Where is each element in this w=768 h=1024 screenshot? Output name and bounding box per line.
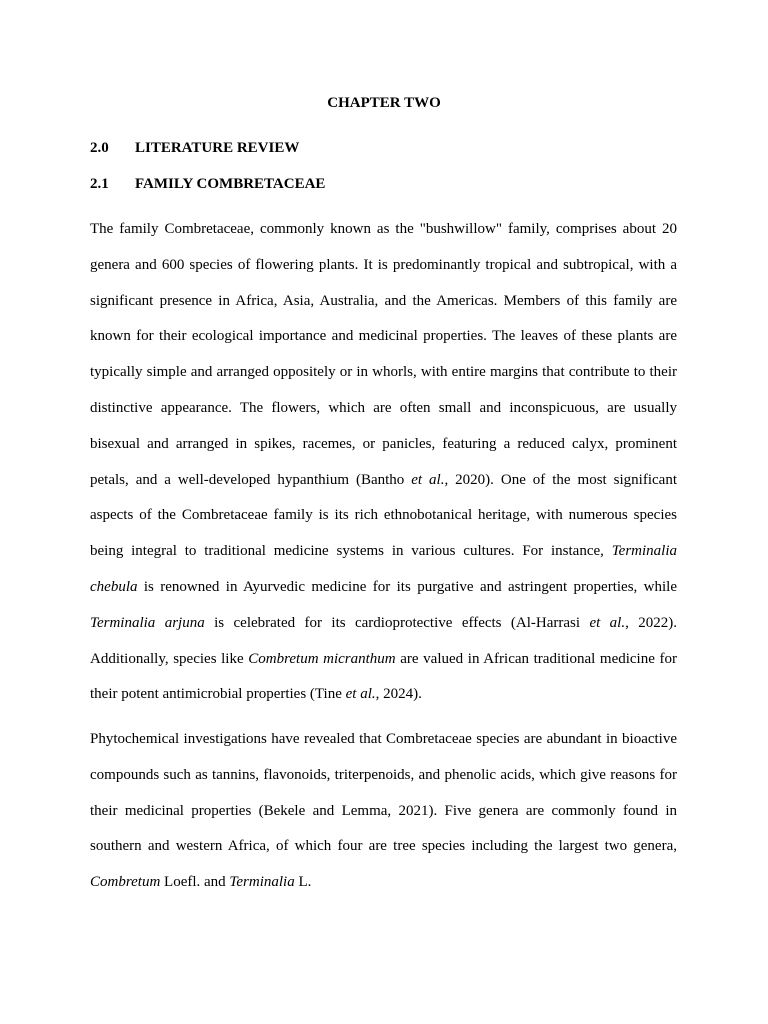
italic-text: Terminalia <box>229 874 295 891</box>
text-run: southern and western Africa, of which four are tree species including the largest two genera, <box>90 838 677 855</box>
text-line <box>90 284 677 320</box>
text-line <box>90 498 677 534</box>
text-run: Loefl. and <box>160 874 230 891</box>
text-line <box>90 642 677 678</box>
italic-text: et al. <box>589 614 626 631</box>
text-line <box>90 677 677 713</box>
text-line <box>90 570 677 606</box>
text-line <box>90 248 677 284</box>
italic-text: Terminalia arjuna <box>90 614 205 631</box>
text-run: L. <box>294 874 312 891</box>
text-run: typically simple and arranged oppositely or in whorls, with entire margins that contribute to their <box>90 364 677 381</box>
text-line <box>90 829 677 865</box>
italic-text: chebula <box>90 578 138 595</box>
text-run: significant presence in Africa, Asia, Australia, and the Americas. Members of this family are <box>90 292 677 309</box>
text-line <box>90 758 677 794</box>
text-line <box>90 794 677 830</box>
text-run: are valued in African traditional medicine for <box>395 650 677 667</box>
text-run: The family Combretaceae, commonly known as the "bushwillow" family, comprises about 20 <box>90 221 677 237</box>
text-line <box>90 391 677 427</box>
text-run: being integral to traditional medicine systems in various cultures. For instance, <box>90 543 612 560</box>
italic-text: et al. <box>345 686 376 703</box>
text-line <box>90 355 677 391</box>
section-title: FAMILY COMBRETACEAE <box>135 176 326 192</box>
italic-text: et al. <box>411 471 445 488</box>
text-run: is celebrated for its cardioprotective effects (Al-Harrasi <box>204 614 590 631</box>
text-run: is renowned in Ayurvedic medicine for its purgative and astringent properties, while <box>137 578 677 595</box>
section-heading-literature-review <box>90 139 299 157</box>
section-number: 2.0 <box>90 140 109 156</box>
italic-text: Terminalia <box>611 543 677 560</box>
text-line <box>90 212 677 248</box>
text-line <box>90 463 677 499</box>
text-line <box>90 319 677 355</box>
text-run: their potent antimicrobial properties (Tine <box>90 686 346 703</box>
body-paragraph-2 <box>90 722 677 901</box>
text-line <box>90 606 677 642</box>
text-line <box>90 534 677 570</box>
text-run: Additionally, species like <box>90 650 249 667</box>
text-run: petals, and a well-developed hypanthium (Bantho <box>90 471 412 488</box>
text-run: , 2020). One of the most significant <box>444 471 677 488</box>
text-line <box>90 865 677 901</box>
text-run: distinctive appearance. The flowers, which are often small and inconspicuous, are usually <box>90 399 677 416</box>
body-paragraph-1 <box>90 212 677 713</box>
text-line <box>90 722 677 758</box>
italic-text: Combretum micranthum <box>248 650 396 667</box>
text-run: their medicinal properties (Bekele and Lemma, 2021). Five genera are commonly found in <box>90 802 677 819</box>
text-run: aspects of the Combretaceae family is its rich ethnobotanical heritage, with numerous species <box>90 507 677 524</box>
text-run: bisexual and arranged in spikes, racemes, or panicles, featuring a reduced calyx, prominent <box>90 435 677 452</box>
section-title: LITERATURE REVIEW <box>135 140 300 156</box>
section-number: 2.1 <box>90 176 109 192</box>
italic-text: Combretum <box>90 874 161 891</box>
text-run: known for their ecological importance and medicinal properties. The leaves of these plants are <box>90 328 677 345</box>
section-heading-family-combretaceae <box>90 175 325 193</box>
text-run: , 2024). <box>375 686 422 703</box>
text-line <box>90 427 677 463</box>
text-run: Phytochemical investigations have revealed that Combretaceae species are abundant in bioactive <box>90 731 677 747</box>
text-run: genera and 600 species of flowering plants. It is predominantly tropical and subtropical, with a <box>90 256 677 273</box>
text-run: compounds such as tannins, flavonoids, triterpenoids, and phenolic acids, which give reasons for <box>90 766 677 783</box>
text-run: , 2022). <box>625 614 677 631</box>
chapter-title: CHAPTER TWO <box>327 95 441 111</box>
